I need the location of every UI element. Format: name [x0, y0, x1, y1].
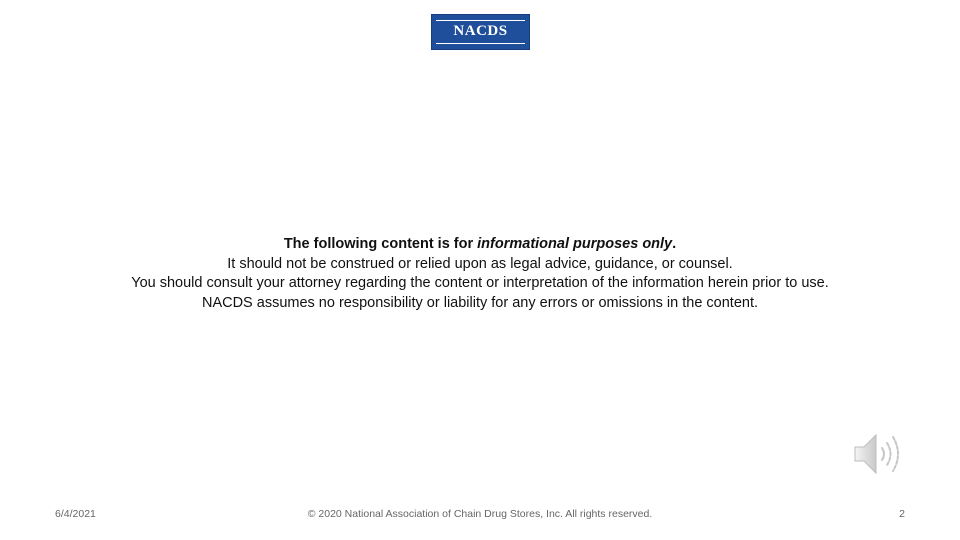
footer-page-number: 2 — [899, 508, 905, 520]
speaker-icon[interactable] — [852, 430, 910, 478]
disclaimer-line-2: It should not be construed or relied upon as legal advice, guidance, or counsel. — [227, 255, 733, 272]
footer-copyright: © 2020 National Association of Chain Drug Stores, Inc. All rights reserved. — [307, 508, 653, 520]
footer-date: 6/4/2021 — [55, 508, 96, 520]
logo-text: NACDS — [453, 23, 508, 39]
disclaimer-line-4: NACDS assumes no responsibility or liability for any errors or omissions in the content. — [201, 294, 759, 311]
disclaimer-line-3: You should consult your attorney regarding the content or interpretation of the information herein prior to use. — [131, 275, 829, 291]
disclaimer-line-1-suffix: . — [672, 236, 677, 252]
logo-top-rule — [436, 20, 525, 21]
logo-bottom-rule — [436, 43, 525, 44]
disclaimer-line-1-emphasis: informational purposes only — [477, 236, 673, 252]
disclaimer-line-1-prefix: The following content is for — [283, 236, 478, 252]
nacds-logo — [431, 14, 530, 50]
disclaimer-line-1 — [0, 235, 960, 255]
disclaimer-text — [0, 235, 960, 313]
